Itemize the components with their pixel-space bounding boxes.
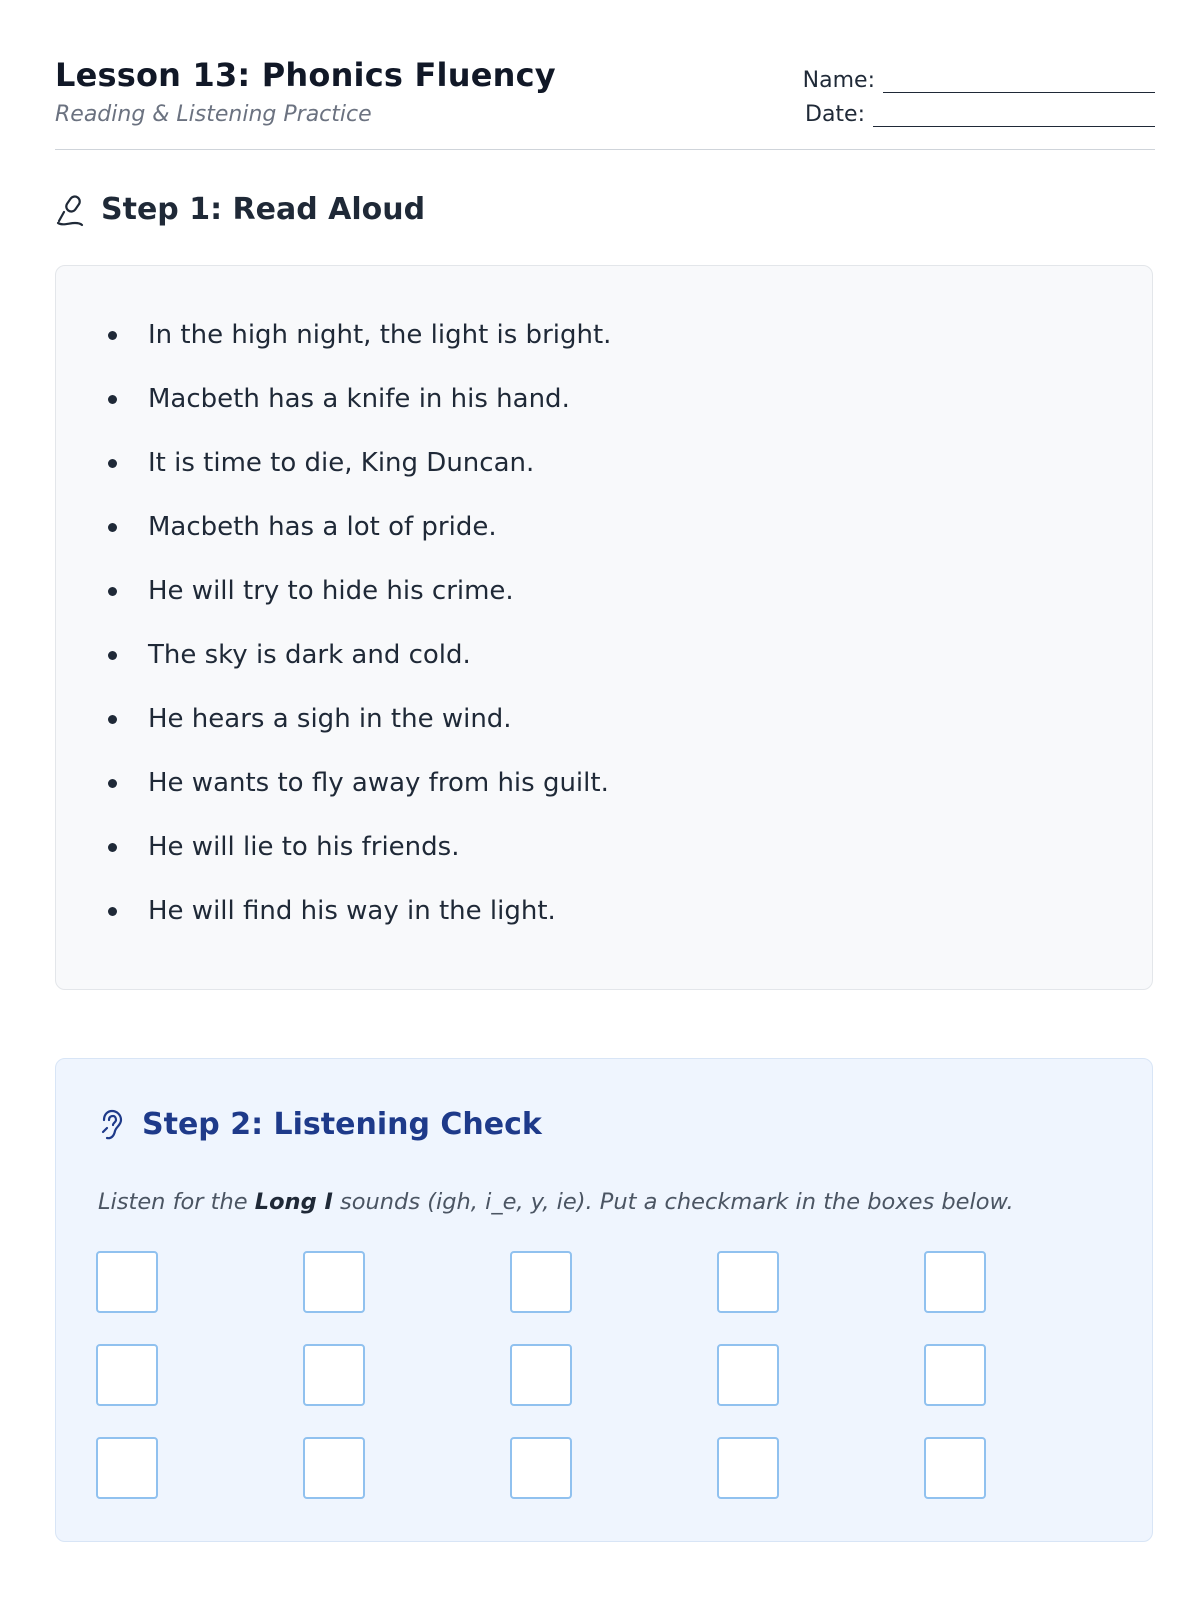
instructions-text-before: Listen for the — [98, 1189, 255, 1215]
sentence-text: He will lie to his friends. — [148, 832, 460, 862]
instructions-text-after: sounds (igh, i_e, y, ie). Put a checkmark in the boxes below. — [332, 1189, 1014, 1215]
checkbox-r3-c3[interactable] — [510, 1437, 572, 1499]
bullet-icon — [108, 843, 117, 852]
date-line[interactable] — [873, 106, 1155, 127]
name-label: Name: — [802, 68, 875, 93]
checkbox-r2-c4[interactable] — [717, 1344, 779, 1406]
sentence-item — [108, 700, 611, 764]
date-label: Date: — [805, 102, 865, 127]
checkbox-r1-c1[interactable] — [96, 1251, 158, 1313]
sentence-text: He hears a sigh in the wind. — [148, 704, 512, 734]
sentence-item — [108, 508, 611, 572]
sentence-text: He will find his way in the light. — [148, 896, 556, 926]
sentence-text: He wants to fly away from his guilt. — [148, 768, 609, 798]
step2-title: Step 2: Listening Check — [142, 1107, 542, 1142]
bullet-icon — [108, 395, 117, 404]
checkbox-r3-c4[interactable] — [717, 1437, 779, 1499]
listening-check-box — [55, 1058, 1153, 1542]
step1-heading — [55, 192, 425, 227]
sentence-text: In the high night, the light is bright. — [148, 320, 612, 350]
checkbox-r1-c4[interactable] — [717, 1251, 779, 1313]
checkbox-r2-c2[interactable] — [303, 1344, 365, 1406]
sentence-item — [108, 380, 611, 444]
bullet-icon — [108, 459, 117, 468]
bullet-icon — [108, 331, 117, 340]
sentence-item — [108, 636, 611, 700]
bullet-icon — [108, 587, 117, 596]
ear-icon — [96, 1108, 126, 1142]
checkbox-r2-c1[interactable] — [96, 1344, 158, 1406]
checkbox-r3-c1[interactable] — [96, 1437, 158, 1499]
sentence-list — [108, 316, 611, 956]
bullet-icon — [108, 779, 117, 788]
sentence-item — [108, 764, 611, 828]
bullet-icon — [108, 651, 117, 660]
sentence-item — [108, 444, 611, 508]
read-aloud-box — [55, 265, 1153, 990]
instructions-long-i: Long I — [254, 1189, 333, 1215]
sentence-item — [108, 892, 611, 956]
worksheet-page — [55, 0, 1155, 1215]
checkbox-r3-c5[interactable] — [924, 1437, 986, 1499]
lesson-subtitle: Reading & Listening Practice — [55, 102, 372, 127]
sentence-text: It is time to die, King Duncan. — [148, 448, 535, 478]
sentence-text: He will try to hide his crime. — [148, 576, 514, 606]
checkbox-r1-c2[interactable] — [303, 1251, 365, 1313]
date-field[interactable] — [805, 102, 1155, 127]
bullet-icon — [108, 523, 117, 532]
sentence-item — [108, 572, 611, 636]
bullet-icon — [108, 907, 117, 916]
step1-title: Step 1: Read Aloud — [101, 192, 426, 227]
step2-heading — [96, 1107, 542, 1142]
sentence-item — [108, 828, 611, 892]
microphone-icon — [55, 193, 85, 227]
name-line[interactable] — [883, 72, 1155, 93]
sentence-item — [108, 316, 611, 380]
sentence-text: Macbeth has a lot of pride. — [148, 512, 497, 542]
sentence-text: The sky is dark and cold. — [148, 640, 471, 670]
bullet-icon — [108, 715, 117, 724]
lesson-title: Lesson 13: Phonics Fluency — [55, 56, 556, 94]
listening-instructions — [98, 1189, 1014, 1215]
checkbox-r1-c3[interactable] — [510, 1251, 572, 1313]
sentence-text: Macbeth has a knife in his hand. — [148, 384, 570, 414]
checkbox-r2-c5[interactable] — [924, 1344, 986, 1406]
worksheet-header — [55, 0, 1155, 150]
checkbox-r1-c5[interactable] — [924, 1251, 986, 1313]
checkbox-r3-c2[interactable] — [303, 1437, 365, 1499]
name-field[interactable] — [803, 68, 1155, 93]
checkbox-r2-c3[interactable] — [510, 1344, 572, 1406]
